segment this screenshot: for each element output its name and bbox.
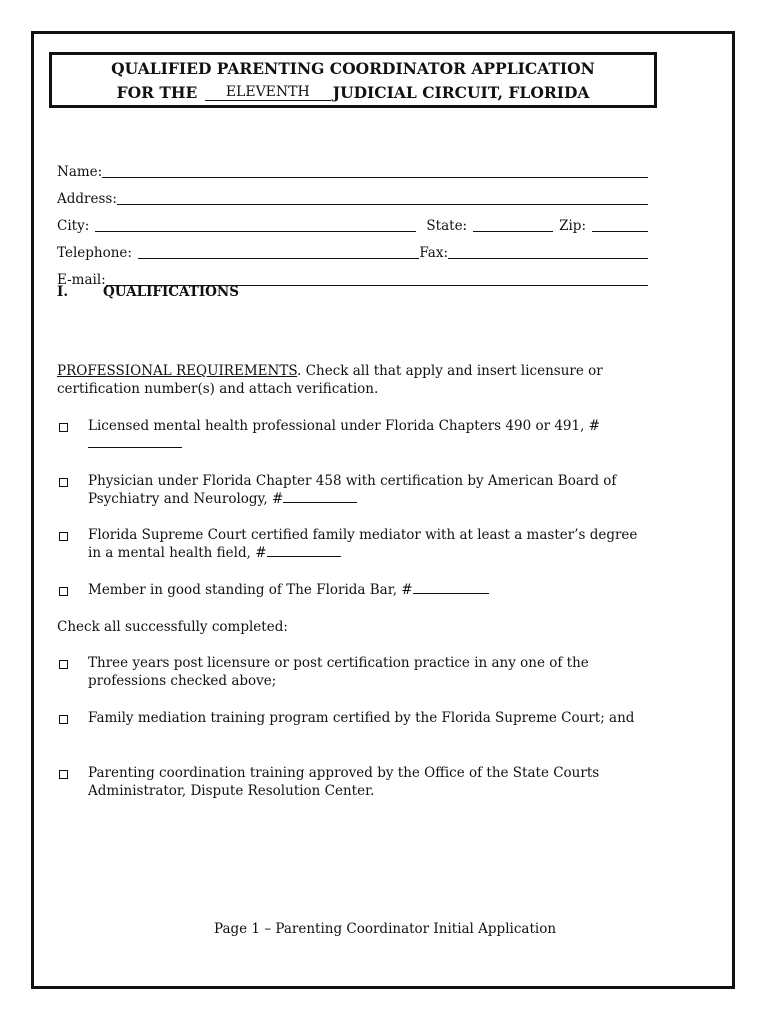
- email-label: E-mail:: [57, 272, 106, 288]
- completed-3-checkbox[interactable]: [59, 770, 68, 779]
- requirement-2-number-field[interactable]: [283, 490, 357, 503]
- title-prefix: FOR THE: [116, 83, 198, 102]
- name-row: [57, 159, 648, 181]
- professional-requirements-heading: PROFESSIONAL REQUIREMENTS: [57, 363, 298, 379]
- completed-3-text: Parenting coordination training approved by the Office of the State Courts Administrator, Dispute Resolution Center.: [88, 765, 600, 799]
- city-label: City:: [57, 218, 90, 234]
- city-input[interactable]: [95, 215, 416, 232]
- section-number: I.: [57, 284, 69, 300]
- zip-input[interactable]: [592, 215, 648, 232]
- zip-label: Zip:: [559, 218, 586, 234]
- telephone-input[interactable]: [138, 242, 419, 259]
- professional-requirements-text: . Check all that apply and insert licensure or certification number(s) and attach verification.: [57, 363, 603, 397]
- requirement-4-text: Member in good standing of The Florida Bar, #: [88, 582, 413, 598]
- telephone-fax-row: [57, 240, 648, 262]
- title-line-2: [52, 81, 654, 105]
- requirement-3-checkbox[interactable]: [59, 532, 68, 541]
- requirement-3-text: Florida Supreme Court certified family mediator with at least a master’s degree in a mental health field, #: [88, 527, 638, 561]
- name-input[interactable]: [102, 161, 648, 178]
- state-label: State:: [426, 218, 468, 234]
- address-label: Address:: [57, 191, 117, 207]
- page-footer: Page 1 – Parenting Coordinator Initial Application: [213, 921, 557, 937]
- state-input[interactable]: [473, 215, 553, 232]
- requirement-4-number-field[interactable]: [413, 581, 489, 594]
- address-row: [57, 186, 648, 208]
- completed-item-1: [57, 654, 648, 690]
- fax-label: Fax:: [419, 245, 448, 261]
- requirement-1-text: Licensed mental health professional under Florida Chapters 490 or 491, #: [88, 418, 600, 434]
- completed-2-checkbox[interactable]: [59, 715, 68, 724]
- title-line-1: QUALIFIED PARENTING COORDINATOR APPLICATION: [111, 59, 595, 78]
- requirement-item-4: [57, 581, 648, 599]
- requirement-2-checkbox[interactable]: [59, 478, 68, 487]
- title-box: [49, 52, 657, 108]
- city-state-zip-row: [57, 213, 648, 235]
- fax-input[interactable]: [448, 242, 648, 259]
- telephone-label: Telephone:: [57, 245, 132, 261]
- address-input[interactable]: [117, 188, 648, 205]
- completed-2-text: Family mediation training program certified by the Florida Supreme Court; and: [88, 710, 635, 726]
- section-title: QUALIFICATIONS: [103, 284, 239, 300]
- section-heading: [57, 284, 239, 300]
- requirement-1-checkbox[interactable]: [59, 423, 68, 432]
- requirement-item-2: [57, 472, 648, 508]
- requirement-3-number-field[interactable]: [267, 544, 341, 557]
- completed-1-text: Three years post licensure or post certification practice in any one of the professions checked above;: [88, 655, 589, 689]
- circuit-name-field[interactable]: ELEVENTH: [205, 84, 331, 101]
- requirement-4-checkbox[interactable]: [59, 587, 68, 596]
- completed-1-checkbox[interactable]: [59, 660, 68, 669]
- requirement-1-number-field[interactable]: [88, 435, 182, 448]
- name-label: Name:: [57, 164, 103, 180]
- requirement-item-1: [57, 417, 648, 453]
- completed-item-2: [57, 709, 648, 727]
- professional-requirements-paragraph: [57, 362, 648, 398]
- completed-intro: Check all successfully completed:: [57, 619, 288, 635]
- completed-item-3: [57, 764, 648, 800]
- requirement-item-3: [57, 526, 648, 562]
- title-suffix: JUDICIAL CIRCUIT, FLORIDA: [332, 83, 590, 102]
- requirement-2-text: Physician under Florida Chapter 458 with certification by American Board of Psychiatry and Neurology, #: [88, 473, 617, 507]
